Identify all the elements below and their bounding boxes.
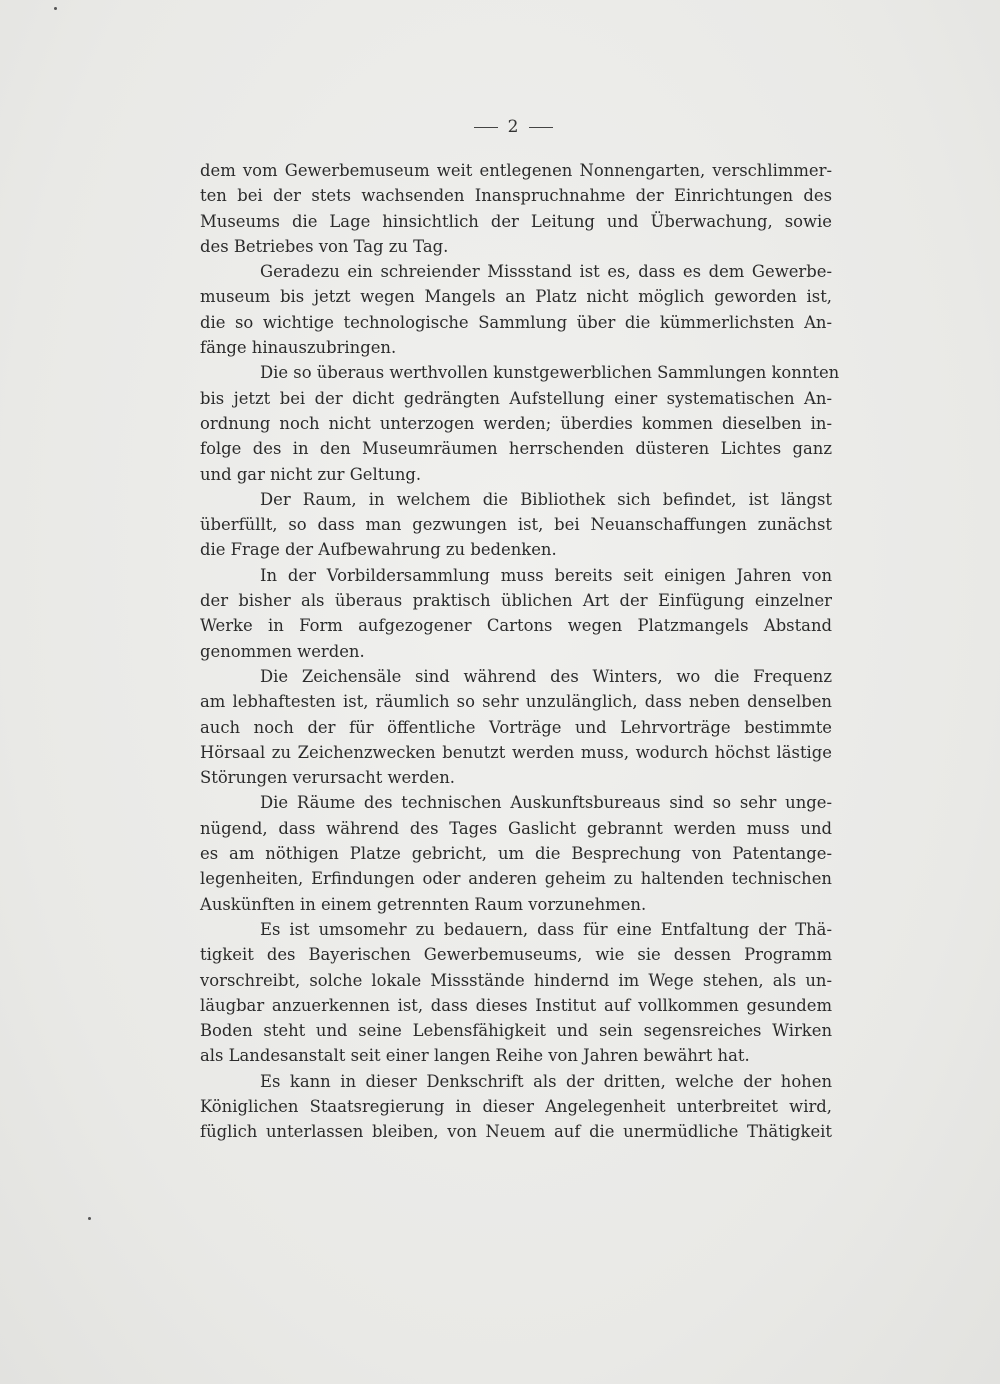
text-line: vorschreibt, solche lokale Missstände hindernd im Wege stehen, als un- (200, 970, 832, 990)
text-line: Es kann in dieser Denkschrift als der dritten, welche der hohen (260, 1071, 832, 1091)
text-line: füglich unterlassen bleiben, von Neuem auf die unermüdliche Thätigkeit (200, 1122, 832, 1142)
text-line: Hörsaal zu Zeichenzwecken benutzt werden muss, wodurch höchst lästige (200, 742, 832, 762)
text-line: Geradezu ein schreiender Missstand ist es, dass es dem Gewerbe- (260, 262, 832, 282)
print-speck (54, 7, 57, 10)
text-line: fänge hinauszubringen. (200, 338, 397, 358)
text-line: bis jetzt bei der dicht gedrängten Aufstellung einer systematischen An- (200, 388, 832, 408)
text-line: als Landesanstalt seit einer langen Reihe von Jahren bewährt hat. (200, 1046, 750, 1066)
text-line: dem vom Gewerbemuseum weit entlegenen Nonnengarten, verschlimmer- (200, 161, 832, 180)
text-line: die Frage der Aufbewahrung zu bedenken. (200, 540, 557, 560)
body-text (200, 158, 840, 1145)
text-line: überfüllt, so dass man gezwungen ist, bei Neuanschaffungen zunächst (200, 515, 832, 535)
text-line: museum bis jetzt wegen Mangels an Platz nicht möglich geworden ist, (200, 287, 832, 307)
text-line: Werke in Form aufgezogener Cartons wegen Platzmangels Abstand (200, 616, 832, 636)
page-number-dash-right (529, 127, 553, 128)
text-line: es am nöthigen Platze gebricht, um die Besprechung von Patentange- (200, 844, 832, 864)
text-line: Der Raum, in welchem die Bibliothek sich befindet, ist längst (260, 489, 832, 509)
text-line: die so wichtige technologische Sammlung über die kümmerlichsten An- (200, 312, 832, 332)
print-speck (88, 1217, 91, 1220)
text-line: Die Räume des technischen Auskunftsbureaus sind so sehr unge- (260, 793, 832, 813)
text-line: Boden steht und seine Lebensfähigkeit und sein segensreiches Wirken (200, 1021, 832, 1041)
text-line: ten bei der stets wachsenden Inanspruchnahme der Einrichtungen des (200, 186, 832, 206)
text-line: auch noch der für öffentliche Vorträge und Lehrvorträge bestimmte (200, 717, 832, 737)
text-line: Museums die Lage hinsichtlich der Leitung und Überwachung, sowie (200, 211, 832, 231)
text-line: ordnung noch nicht unterzogen werden; überdies kommen dieselben in- (200, 413, 832, 433)
text-line: In der Vorbildersammlung muss bereits seit einigen Jahren von (260, 565, 832, 585)
text-line: Auskünften in einem getrennten Raum vorzunehmen. (200, 894, 647, 914)
text-line: legenheiten, Erfindungen oder anderen geheim zu haltenden technischen (200, 869, 832, 889)
text-line: tigkeit des Bayerischen Gewerbemuseums, wie sie dessen Programm (200, 945, 832, 965)
text-line: Es ist umsomehr zu bedauern, dass für eine Entfaltung der Thä- (260, 919, 832, 939)
text-line: Königlichen Staatsregierung in dieser Angelegenheit unterbreitet wird, (200, 1096, 832, 1116)
text-line: am lebhaftesten ist, räumlich so sehr unzulänglich, dass neben denselben (200, 692, 832, 712)
text-line: des Betriebes von Tag zu Tag. (200, 236, 449, 256)
page-number-dash-left (474, 127, 498, 128)
text-line: der bisher als überaus praktisch üblichen Art der Einfügung einzelner (200, 591, 832, 611)
text-line: folge des in den Museumräumen herrschenden düsteren Lichtes ganz (200, 439, 832, 459)
text-line: Die Zeichensäle sind während des Winters, wo die Frequenz (260, 666, 832, 686)
text-line: Die so überaus werthvollen kunstgewerblichen Sammlungen konnten (260, 363, 840, 383)
text-line: und gar nicht zur Geltung. (200, 464, 422, 484)
text-line: läugbar anzuerkennen ist, dass dieses Institut auf vollkommen gesundem (200, 995, 832, 1015)
text-line: Störungen verursacht werden. (200, 768, 456, 788)
text-line: genommen werden. (200, 641, 365, 661)
text-line: nügend, dass während des Tages Gaslicht gebrannt werden muss und (200, 818, 832, 838)
page-number-value: 2 (507, 117, 520, 137)
page-number (0, 117, 1000, 137)
